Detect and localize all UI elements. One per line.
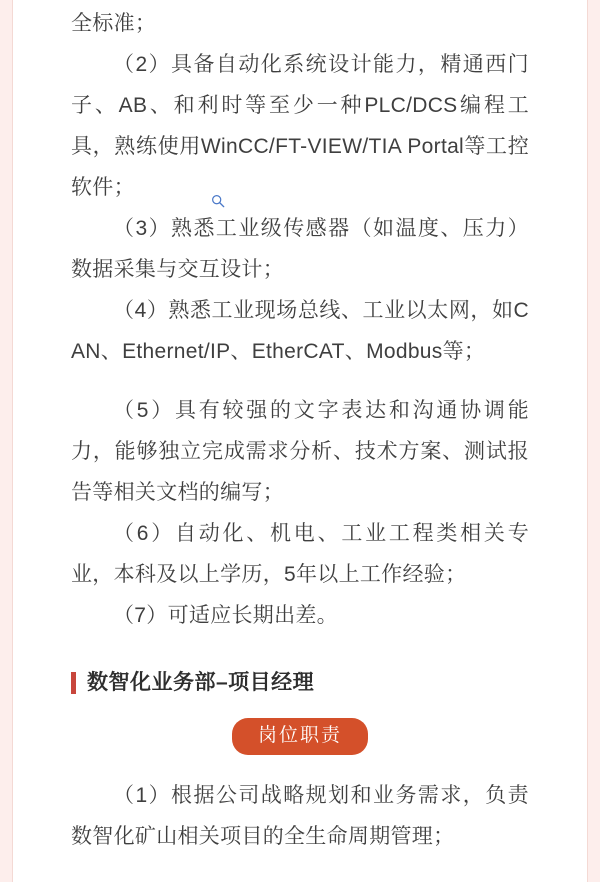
search-icon[interactable] [211, 194, 225, 208]
requirement-item-2: （2）具备自动化系统设计能力，精通西门子、AB、和利时等至少一种PLC/DCS编程工具，熟练使用WinCC/FT-VIEW/TIA Portal等工控软件； [71, 53, 529, 199]
right-rail-divider [587, 0, 588, 882]
section-accent-bar [71, 672, 76, 694]
requirement-item-7: （7）可适应长期出差。 [113, 604, 338, 627]
article-content [13, 0, 587, 882]
duty-item-1: （1）根据公司战略规划和业务需求，负责数智化矿山相关项目的全生命周期管理； [71, 784, 529, 848]
requirement-item-6: （6）自动化、机电、工业工程类相关专业，本科及以上学历，5年以上工作经验； [71, 522, 529, 586]
page-right-rail [587, 0, 600, 882]
duties-badge: 岗位职责 [232, 718, 368, 755]
requirement-item-3: （3）熟悉工业级传感器（如温度、压力）数据采集与交互设计； [71, 217, 529, 281]
continued-line: 全标准； [71, 12, 157, 35]
requirement-item-4 [71, 290, 529, 372]
section-title: 数智化业务部–项目经理 [87, 671, 315, 694]
badge-row [71, 718, 529, 755]
requirement-item-4-text: （4）熟悉工业现场总线、工业以太网，如CAN、Ethernet/IP、EtherCAT、Modbus等； [71, 299, 529, 363]
page-left-rail [0, 0, 13, 882]
section-heading [71, 670, 529, 696]
requirement-item-5: （5）具有较强的文字表达和沟通协调能力，能够独立完成需求分析、技术方案、测试报告等相关文档的编写； [71, 399, 529, 504]
